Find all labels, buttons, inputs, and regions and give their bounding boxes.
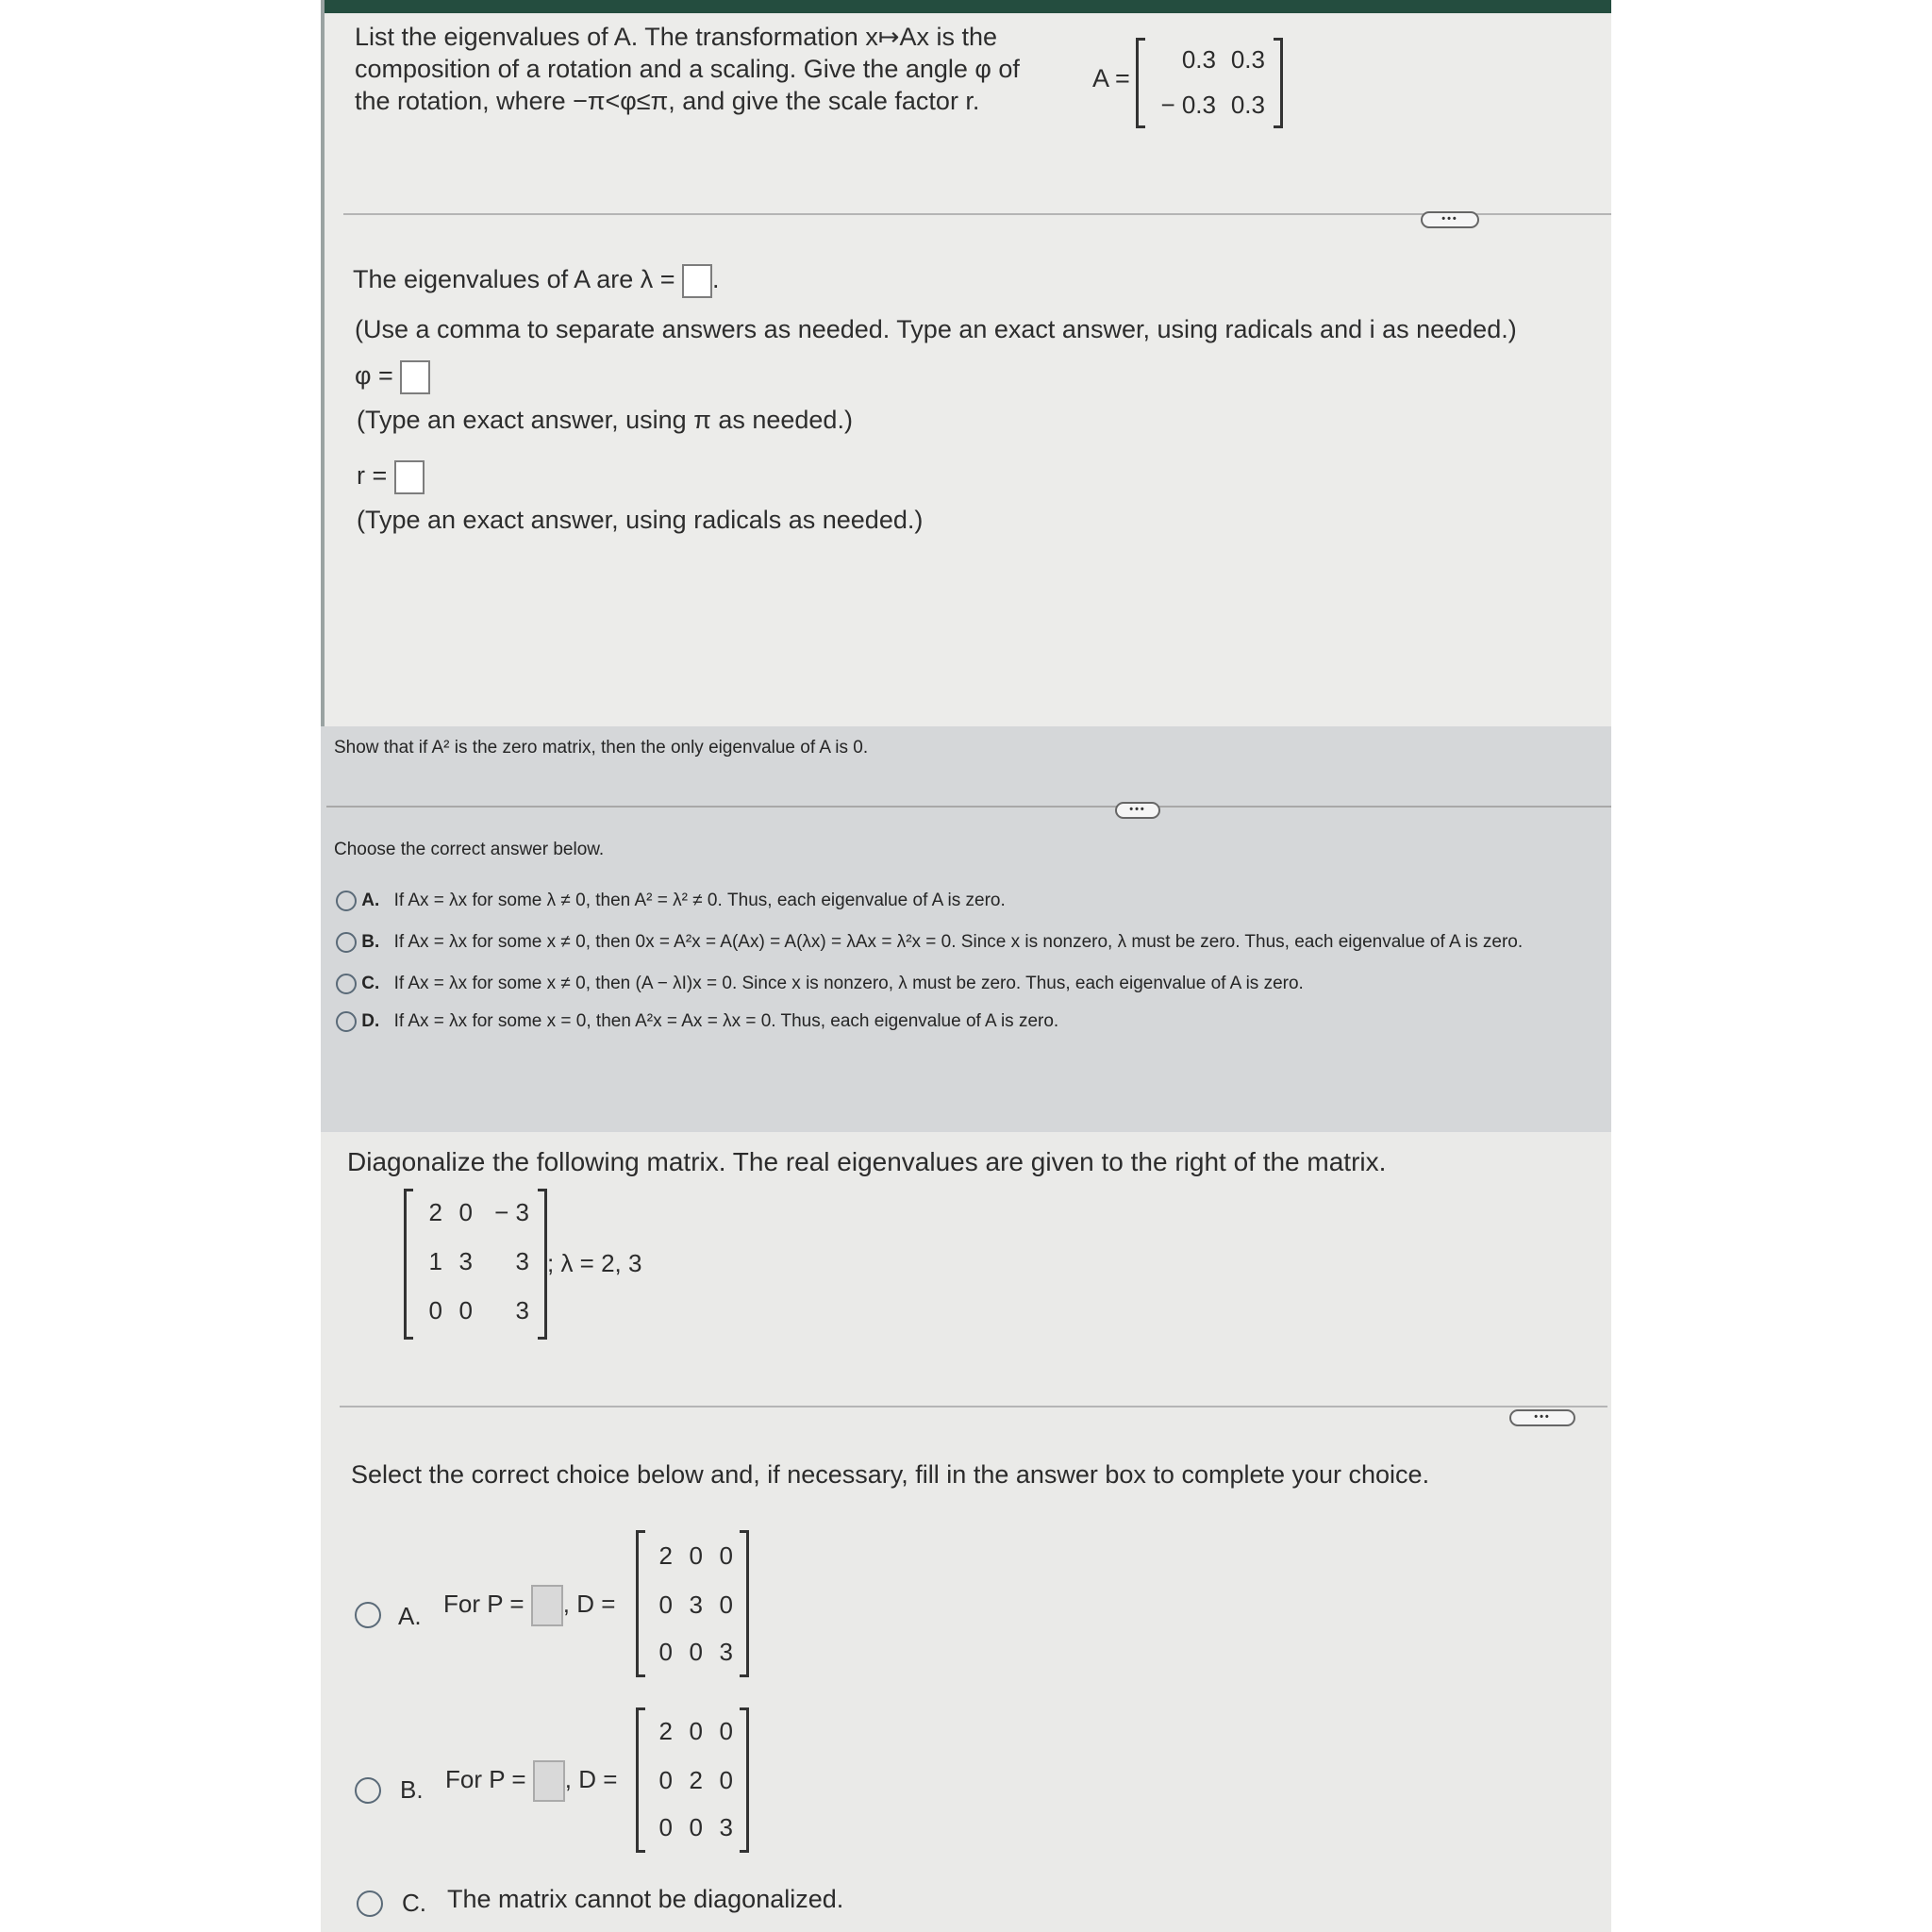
matrix-cell: 3 bbox=[515, 1296, 529, 1324]
radio-button[interactable] bbox=[336, 1011, 357, 1032]
radio-button[interactable] bbox=[355, 1777, 381, 1804]
matrix-cell: 3 bbox=[719, 1813, 733, 1841]
phi-hint: (Type an exact answer, using π as needed.) bbox=[357, 406, 853, 434]
phi-label: φ = bbox=[355, 361, 393, 391]
matrix-cell: 2 bbox=[658, 1717, 673, 1745]
matrix-cell: − 3 bbox=[494, 1198, 529, 1226]
matrix-cell: 0 bbox=[658, 1813, 673, 1841]
matrix-cell: 3 bbox=[689, 1591, 703, 1619]
phi-input[interactable] bbox=[400, 360, 430, 394]
matrix-cell: 0 bbox=[658, 1766, 673, 1794]
radio-button[interactable] bbox=[355, 1602, 381, 1628]
r-label: r = bbox=[357, 461, 388, 491]
matrix-cell: 0 bbox=[719, 1541, 733, 1570]
option-b-p-row bbox=[445, 1758, 617, 1802]
radio-button[interactable] bbox=[336, 932, 357, 953]
matrix-cell: 2 bbox=[428, 1198, 442, 1226]
matrix-cell: 0 bbox=[689, 1717, 703, 1745]
option-text: If Ax = λx for some x ≠ 0, then 0x = A²x = A(Ax) = A(λx) = λAx = λ²x = 0. Since x is nonzero, λ must be zero. Thus, each eigenvalue of A is zero. bbox=[393, 932, 1524, 953]
radio-button[interactable] bbox=[357, 1890, 383, 1917]
question-panel-2 bbox=[321, 726, 1611, 1132]
matrix-cell: 0 bbox=[458, 1198, 473, 1226]
q3-select-label: Select the correct choice below and, if necessary, fill in the answer box to complete your choice. bbox=[351, 1460, 1430, 1489]
matrix-cell: 0 bbox=[689, 1541, 703, 1570]
eigenvalues-input[interactable] bbox=[682, 264, 712, 298]
p-label: For P = bbox=[443, 1590, 525, 1618]
r-row bbox=[357, 460, 425, 494]
more-button[interactable]: ••• bbox=[1421, 211, 1479, 228]
matrix-cell: 0 bbox=[428, 1296, 442, 1324]
matrix-cell: 0 bbox=[719, 1717, 733, 1745]
eigenvalues-row: The eigenvalues of A are λ = . bbox=[353, 264, 720, 298]
phi-row bbox=[355, 360, 430, 394]
radio-button[interactable] bbox=[336, 891, 357, 911]
q2-option-d[interactable] bbox=[336, 1011, 1058, 1032]
matrix-a-cell: 0.3 bbox=[1181, 45, 1216, 74]
more-button[interactable]: ••• bbox=[1115, 802, 1160, 819]
eigenvalues-label: The eigenvalues of A are λ = bbox=[353, 265, 675, 294]
matrix-a-label: A = bbox=[1092, 64, 1130, 92]
option-text: If Ax = λx for some x = 0, then A²x = Ax = λx = 0. Thus, each eigenvalue of A is zero. bbox=[393, 1011, 1059, 1032]
matrix-cell: 0 bbox=[689, 1638, 703, 1666]
q3-prompt: Diagonalize the following matrix. The real eigenvalues are given to the right of the matrix. bbox=[347, 1147, 1387, 1176]
option-text: If Ax = λx for some λ ≠ 0, then A² = λ² ≠ 0. Thus, each eigenvalue of A is zero. bbox=[393, 891, 1006, 911]
option-c-letter: C. bbox=[402, 1889, 426, 1917]
more-button[interactable]: ••• bbox=[1509, 1409, 1575, 1426]
q1-prompt-line-2: composition of a rotation and a scaling. Give the angle φ of bbox=[355, 55, 1020, 83]
q2-option-b[interactable] bbox=[336, 932, 1523, 953]
option-a-p-row bbox=[443, 1583, 615, 1626]
eigenvalue-note: ; λ = 2, 3 bbox=[547, 1249, 642, 1277]
r-hint: (Type an exact answer, using radicals as needed.) bbox=[357, 506, 924, 534]
p-input[interactable] bbox=[531, 1585, 563, 1626]
matrix-cell: 3 bbox=[458, 1247, 473, 1275]
question-panel-3 bbox=[321, 1132, 1611, 1932]
q2-choose-label: Choose the correct answer below. bbox=[334, 840, 605, 859]
matrix-cell: 3 bbox=[719, 1638, 733, 1666]
option-c-text: The matrix cannot be diagonalized. bbox=[447, 1885, 844, 1913]
q2-prompt: Show that if A² is the zero matrix, then the only eigenvalue of A is 0. bbox=[334, 738, 869, 758]
matrix-a-cell: − 0.3 bbox=[1160, 91, 1216, 119]
radio-button[interactable] bbox=[336, 974, 357, 994]
p-input[interactable] bbox=[533, 1760, 565, 1802]
matrix-cell: 0 bbox=[658, 1591, 673, 1619]
option-text: If Ax = λx for some x ≠ 0, then (A − λI)x = 0. Since x is nonzero, λ must be zero. Thus, each eigenvalue of A is zero. bbox=[393, 974, 1304, 994]
matrix-cell: 0 bbox=[458, 1296, 473, 1324]
matrix-d-b bbox=[636, 1707, 749, 1853]
divider bbox=[326, 806, 1611, 808]
matrix-cell: 0 bbox=[719, 1591, 733, 1619]
matrix-cell: 1 bbox=[428, 1247, 442, 1275]
q1-prompt-line-1: List the eigenvalues of A. The transformation x↦Ax is the bbox=[355, 23, 997, 51]
divider bbox=[340, 1406, 1607, 1407]
q3-option-c[interactable] bbox=[357, 1890, 383, 1917]
r-input[interactable] bbox=[394, 460, 425, 494]
matrix-cell: 2 bbox=[658, 1541, 673, 1570]
p-label: For P = bbox=[445, 1765, 526, 1793]
option-letter: D. bbox=[361, 1011, 380, 1032]
option-a-letter: A. bbox=[398, 1602, 422, 1630]
q3-option-b[interactable] bbox=[355, 1777, 381, 1804]
option-letter: B. bbox=[361, 932, 380, 953]
d-label: , D = bbox=[562, 1590, 616, 1618]
question-panel-1 bbox=[321, 0, 1611, 726]
matrix-a-cell: 0.3 bbox=[1230, 91, 1265, 119]
matrix-cell: 0 bbox=[658, 1638, 673, 1666]
matrix-cell: 0 bbox=[719, 1766, 733, 1794]
matrix-given bbox=[404, 1189, 547, 1340]
matrix-d-a bbox=[636, 1530, 749, 1677]
matrix-cell: 2 bbox=[689, 1766, 703, 1794]
matrix-a bbox=[1136, 38, 1283, 128]
matrix-cell: 0 bbox=[689, 1813, 703, 1841]
top-bar bbox=[325, 0, 1611, 13]
option-b-letter: B. bbox=[400, 1775, 424, 1804]
d-label: , D = bbox=[564, 1765, 618, 1793]
matrix-cell: 3 bbox=[515, 1247, 529, 1275]
q1-prompt-line-3: the rotation, where −π<φ≤π, and give the scale factor r. bbox=[355, 87, 980, 115]
q2-option-a[interactable] bbox=[336, 891, 1006, 911]
option-letter: C. bbox=[361, 974, 380, 994]
q3-option-a[interactable] bbox=[355, 1602, 381, 1628]
matrix-a-cell: 0.3 bbox=[1230, 45, 1265, 74]
option-letter: A. bbox=[361, 891, 380, 911]
q2-option-c[interactable] bbox=[336, 974, 1304, 994]
eigenvalues-hint: (Use a comma to separate answers as needed. Type an exact answer, using radicals and i as needed.) bbox=[355, 315, 1517, 343]
